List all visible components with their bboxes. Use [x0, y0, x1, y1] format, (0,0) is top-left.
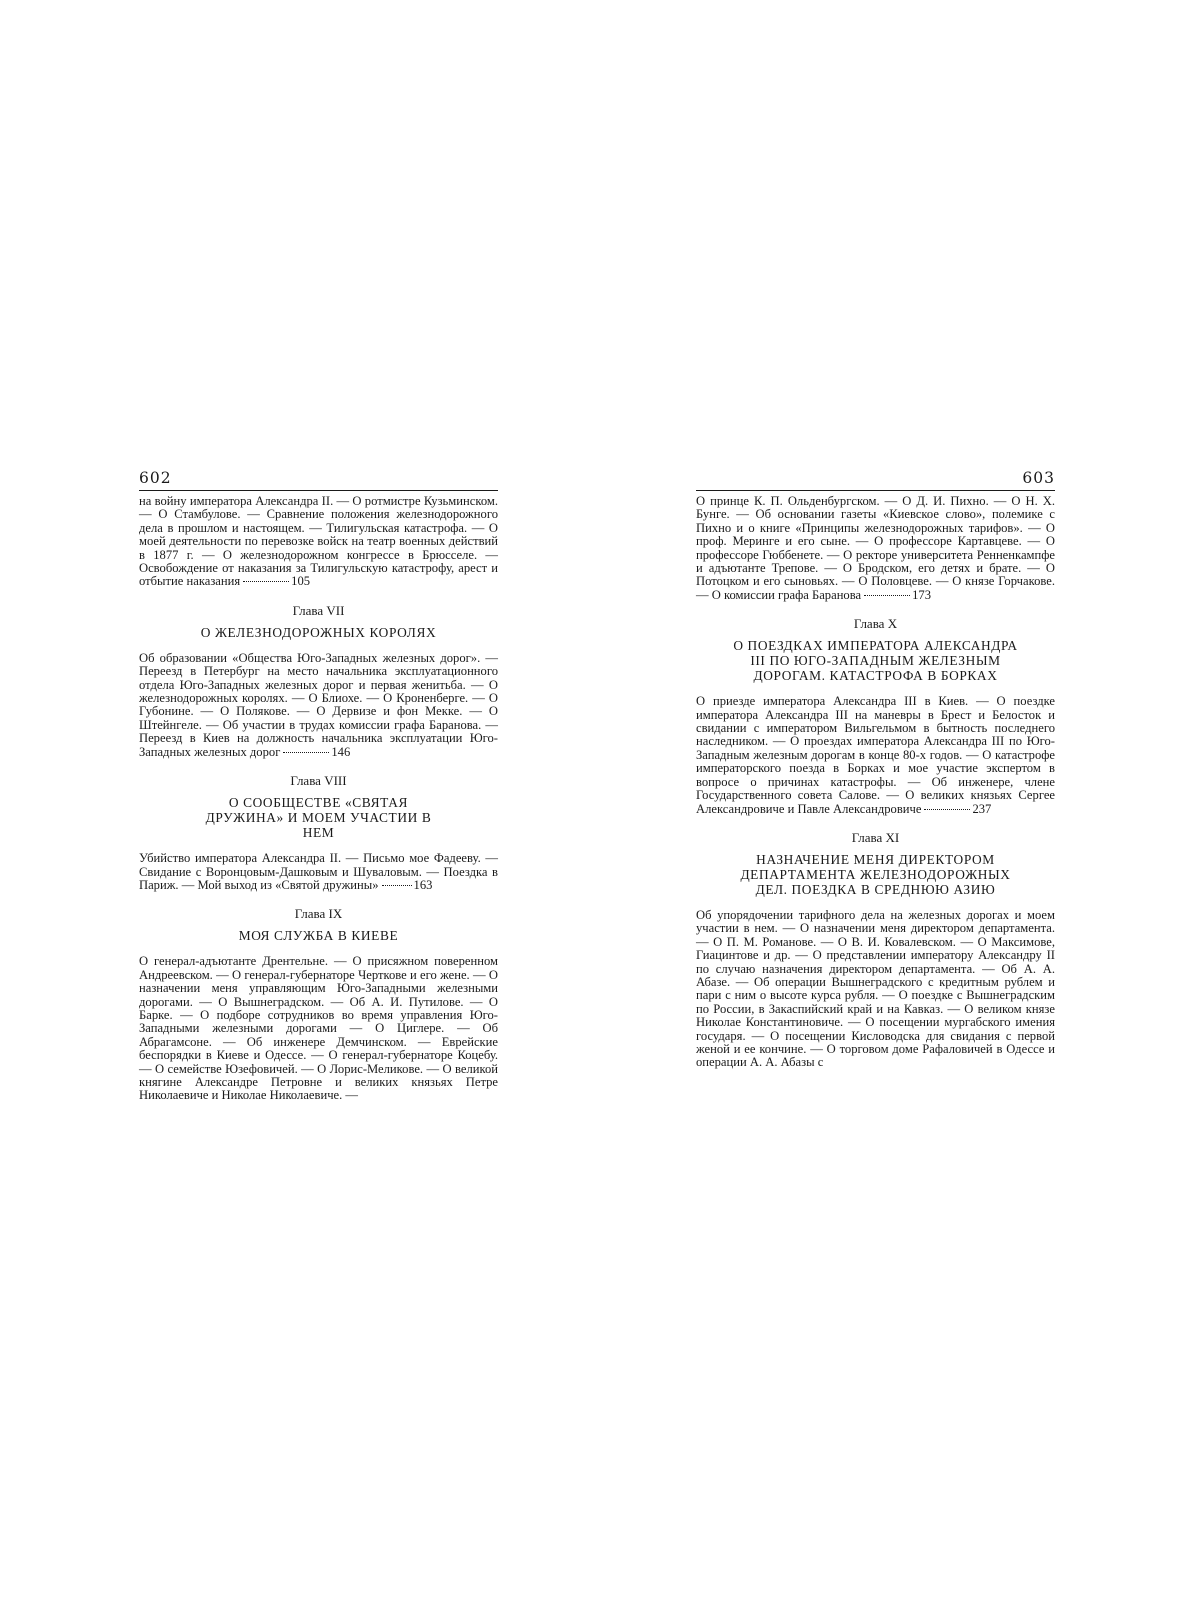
chapter-title: О ЖЕЛЕЗНОДОРОЖНЫХ КОРОЛЯХ	[200, 624, 437, 640]
chapter-title: О СООБЩЕСТВЕ «СВЯТАЯ ДРУЖИНА» И МОЕМ УЧАСТИИ В НЕМ	[205, 795, 432, 841]
toc-text: О приезде императора Александра III в Киев. — О поездке императора Александра III на маневры в Брест и Белосток и свидании с императором Вильгельмом в бытность последнего наследником. — О проездах императора Александра III по Юго-Западным железным дорогам в конце 80-х годов. — О катастрофе императорского поезда в Борках и мое участие экспертом в вопросе о причинах катастрофы. — Об инженере, члене Государственного совета Салове. — О великих князьях Сергее Александровиче и Павле Александровиче	[696, 694, 1055, 816]
header-rule	[139, 490, 498, 491]
toc-page-ref: 105	[291, 574, 311, 589]
toc-page-ref: 163	[413, 877, 433, 892]
left-page	[139, 468, 498, 1103]
leader-dots	[864, 595, 910, 596]
toc-text: Об образовании «Общества Юго-Западных железных дорог». — Переезд в Петербург на место начальника эксплуатационного отдела Юго-Западных железных дорог и первая женитьба. — О железнодорожных королях. — О Блиохе. — О Кроненберге. — О Губонине. — О Полякове. — О Дервизе и фон Мекке. — О Штейнгеле. — Об участии в трудах комиссии графа Баранова. — Переезд в Киев на должность начальника эксплуатации Юго-Западных железных дорог	[139, 650, 498, 759]
page-number: 602	[139, 469, 172, 487]
chapter-title: НАЗНАЧЕНИЕ МЕНЯ ДИРЕКТОРОМ ДЕПАРТАМЕНТА ЖЕЛЕЗНОДОРОЖНЫХ ДЕЛ. ПОЕЗДКА В СРЕДНЮЮ АЗИЮ	[740, 851, 1011, 897]
toc-page-ref: 237	[972, 801, 992, 816]
toc-paragraph	[696, 695, 1055, 816]
leader-dots	[283, 752, 329, 753]
toc-page-ref: 146	[331, 744, 351, 759]
page-number: 603	[1022, 469, 1055, 487]
toc-text: О генерал-адъютанте Дрентельне. — О присяжном поверенном Андреевском. — О генерал-губернаторе Черткове и его жене. — О назначении меня управляющим Юго-Западными железными дорогами. — О Вышнеградском. — Об А. И. Путилове. — О Барке. — О подборе сотрудников во время управления Юго-Западными железными дорогами — О Циглере. — Об Абрагамсоне. — Об инженере Демчинском. — Еврейские беспорядки в Киеве и Одессе. — О генерал-губернаторе Коцебу. — О семействе Юзефовичей. — О Лорис-Меликове. — О великой княгине Александре Петровне и великих князьях Петре Николаевиче и Николае Николаевиче. —	[139, 954, 498, 1103]
chapter-label: Глава VIII	[290, 773, 347, 789]
toc-page-ref: 173	[912, 587, 931, 602]
toc-paragraph	[139, 495, 498, 589]
toc-paragraph	[139, 955, 498, 1102]
chapter-label: Глава X	[853, 616, 898, 632]
header-rule	[696, 490, 1055, 491]
leader-dots	[924, 809, 970, 810]
toc-text: Убийство императора Александра II. — Письмо мое Фадееву. — Свидание с Воронцовым-Дашковым и Шуваловым. — Поездка в Париж. — Мой выход из «Святой дружины»	[139, 851, 498, 892]
toc-paragraph	[696, 909, 1055, 1070]
toc-text: на войну императора Александра II. — О ротмистре Кузьминском. — О Стамбулове. — Сравнение положения железнодорожного дела в прошлом и настоящем. — Тилигульская катастрофа. — О моей деятельности по перевозке войск на театр военных действий в 1877 г. — О железнодорожном конгрессе в Брюсселе. — Освобождение от наказания за Тилигульскую катастрофу, арест и отбытие наказания	[139, 494, 498, 589]
toc-paragraph	[139, 652, 498, 759]
leader-dots	[382, 885, 412, 886]
toc-paragraph	[139, 852, 498, 892]
leader-dots	[243, 581, 289, 582]
toc-text: О принце К. П. Ольденбургском. — О Д. И. Пихно. — О Н. Х. Бунге. — Об основании газеты «Киевское слово», полемике с Пихно и о книге «Принципы железнодорожных тарифов». — О проф. Мерингe и его сыне. — О профессоре Картавцеве. — О профессоре Гюббенете. — О ректоре университета Ренненкампфе и адъютанте Трепове. — О Бродском, его детях и брате. — О Потоцком и его сыновьях. — О Половцеве. — О князе Горчакове. — О комиссии графа Баранова	[696, 494, 1055, 602]
chapter-label: Глава VII	[292, 602, 345, 618]
chapter-title: О ПОЕЗДКАХ ИМПЕРАТОРА АЛЕКСАНДРА III ПО ЮГО-ЗАПАДНЫМ ЖЕЛЕЗНЫМ ДОРОГАМ. КАТАСТРОФА В БОРКАХ	[733, 638, 1018, 684]
chapter-label: Глава IX	[294, 906, 343, 922]
toc-text: Об упорядочении тарифного дела на железных дорогах и моем участии в нем. — О назначении меня директором департамента. — О П. М. Романове. — О В. И. Ковалевском. — О Максимове, Гиацинтове и др. — О представлении императору Александру II по случаю назначения директором департамента. — Об А. А. Абазе. — Об операции Вышнеградского с кредитным рублем и пари с ним о высоте курса рубля. — О поездке с Вышнеградским по России, в Закаспийский край и на Кавказ. — О великом князе Николае Константиновиче. — О посещении мургабского имения государя. — О посещении Кисловодска для свидания с первой женой и ее кончине. — О торговом доме Рафаловичей в Одессе и операции А. А. Абазы с	[696, 907, 1055, 1070]
chapter-label: Глава XI	[851, 829, 900, 845]
toc-paragraph	[696, 495, 1055, 602]
chapter-title: МОЯ СЛУЖБА В КИЕВЕ	[238, 928, 399, 944]
right-page	[696, 468, 1055, 1070]
